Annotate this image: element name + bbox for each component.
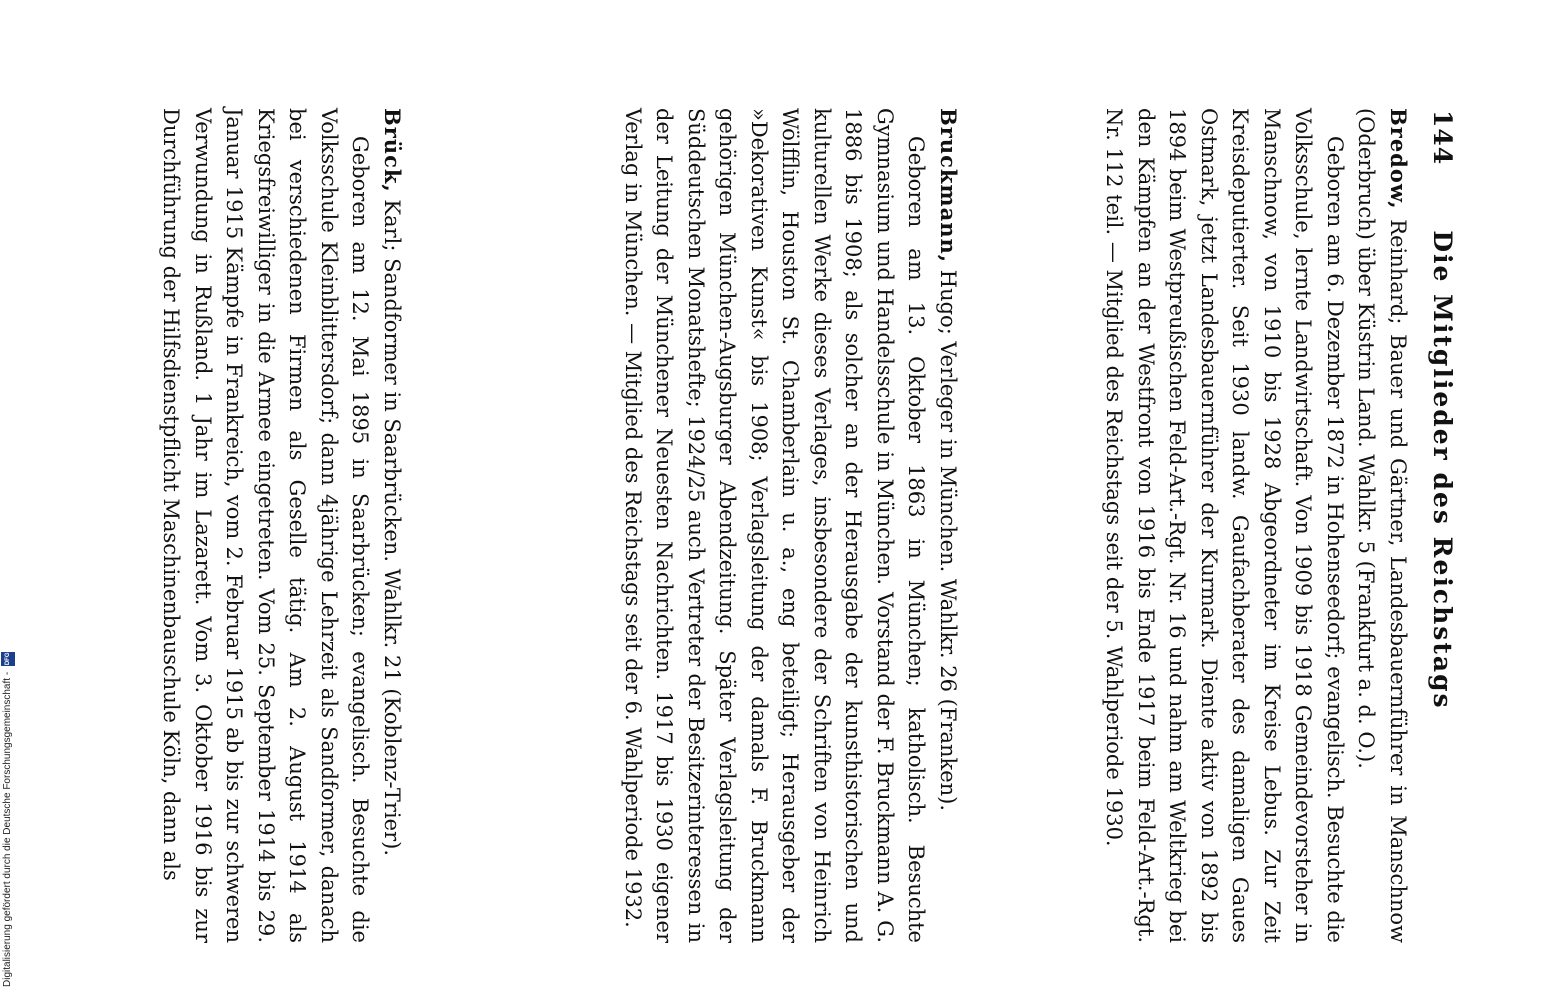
member-details: Reinhard; Bauer und Gärtner, Landesbauernführer in Manschnow (Oderbruch) über Küstrin Land. Wahlkr. 5 (Frankfurt a. d. O.). <box>1354 108 1410 943</box>
entry-biography: Geboren am 12. Mai 1895 in Saarbrücken; evangelisch. Besuchte die Volksschule Kleinblittersdorf; dann 4jährige Lehrzeit als Sandformer, danach bei verschiedenen Firmen als Geselle tätig. Am 2. August 1914 als Kriegsfreiwilliger in die Armee eingetreten. Vom 25. September 1914 bis 29. Januar 1915 Kämpfe in Frankreich, vom 2. Februar 1915 ab bis zur schweren Verwundung in Rußland. 1 Jahr im Lazarett. Vom 3. Oktober 1916 bis zur Durchführung der Hilfsdienstpflicht Maschinenbauschule Köln, dann als <box>159 108 373 943</box>
page-number: 144 <box>1428 110 1457 166</box>
digitization-credit <box>0 0 16 995</box>
entry-heading <box>1350 108 1414 943</box>
credit-text: Digitalisierung gefördert durch die Deutsche Forschungsgemeinschaft - <box>2 671 13 987</box>
running-title: Die Mitglieder des Reichstags <box>1428 230 1457 710</box>
member-name: Brück, <box>380 108 405 193</box>
entry-heading <box>376 108 409 943</box>
member-name: Bruckmann, <box>936 108 961 264</box>
member-details: Hugo; Verleger in München. Wahlkr. 26 (Franken). <box>936 263 960 812</box>
member-entry-bruckmann <box>617 108 965 943</box>
member-entry-brueck <box>155 108 408 943</box>
entry-biography: Geboren am 13. Oktober 1863 in München; katholisch. Besuchte Gymnasium und Handelsschule in München. Vorstand der F. Bruckmann A. G. 1886 bis 1908; als solcher an der Herausgabe der kunsthistorischen und kulturellen Werke dieses Verlages, insbesondere der Schriften von Heinrich Wölfflin, Houston St. Chamberlain u. a., eng beteiligt; Herausgeber der »Dekorativen Kunst« bis 1908; Verlagsleitung der damals F. Bruckmann gehörigen München-Augsburger Abendzeitung. Später Verlagsleitung der Süddeutschen Monatshefte; 1924/25 auch Vertreter der Besitzerinteressen in der Leitung der Münchener Neuesten Nachrichten. 1917 bis 1930 eigener Verlag in München. — Mitglied des Reichstags seit der 6. Wahlperiode 1932. <box>621 108 929 943</box>
page-header <box>1418 30 1458 910</box>
entry-heading <box>932 108 965 943</box>
member-details: Karl; Sandformer in Saarbrücken. Wahlkr. 21 (Koblenz-Trier). <box>380 192 404 856</box>
dfg-logo-icon: DFG <box>1 652 15 666</box>
member-name: Bredow, <box>1386 108 1411 210</box>
member-entry-bredow <box>1098 108 1414 943</box>
entry-biography: Geboren am 6. Dezember 1872 in Hohenseedorf; evangelisch. Besuchte die Volksschule, lernte Landwirtschaft. Von 1909 bis 1918 Gemeindevorsteher in Manschnow, von 1910 bis 1928 Abgeordneter im Kreise Lebus. Zur Zeit Kreisdeputierter. Seit 1930 landw. Gaufachberater des damaligen Gaues Ostmark, jetzt Landesbauernführer der Kurmark. Diente aktiv von 1892 bis 1894 beim Westpreußischen Feld-Art.-Rgt. Nr. 16 und nahm am Weltkrieg bei den Kämpfen an der Westfront von 1916 bis Ende 1917 beim Feld-Art.-Rgt. Nr. 112 teil. — Mitglied des Reichstags seit der 5. Wahlperiode 1930. <box>1102 108 1347 943</box>
